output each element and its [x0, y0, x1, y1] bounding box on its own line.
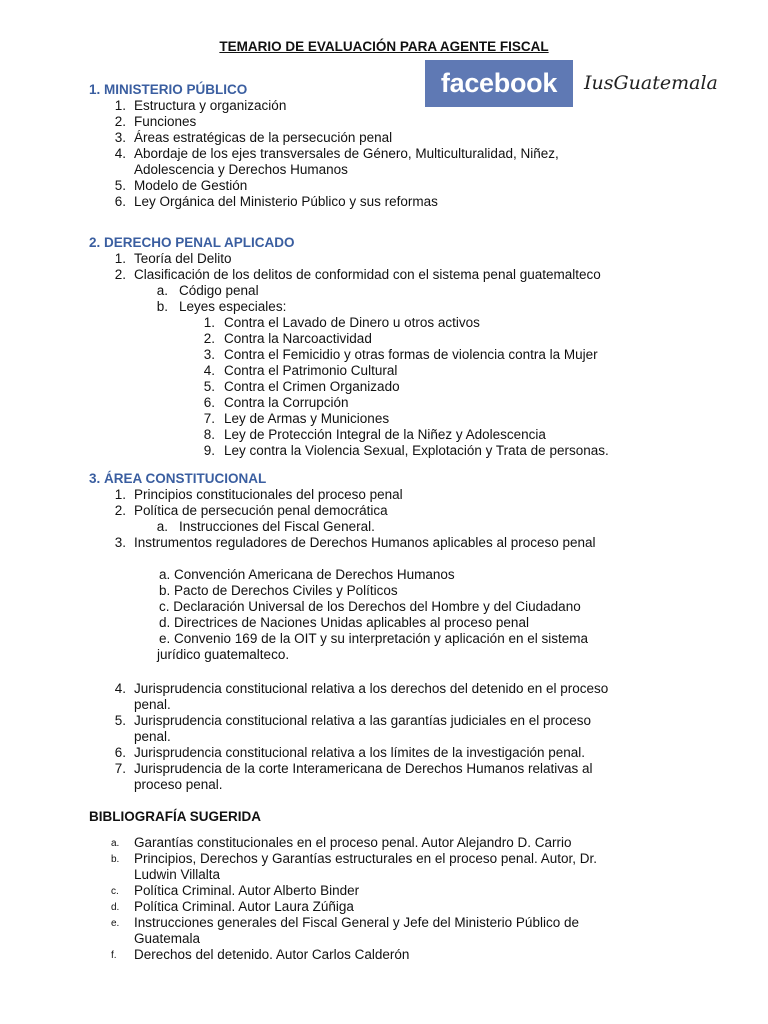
list-item: Modelo de Gestión: [134, 178, 248, 193]
list-item-continuation: proceso penal.: [134, 777, 223, 792]
list-item-continuation: penal.: [134, 729, 171, 744]
bibliography-item: Instrucciones generales del Fiscal General y Jefe del Ministerio Público de: [134, 915, 579, 930]
bibliography-item: Política Criminal. Autor Laura Zúñiga: [134, 899, 354, 914]
bibliography-item-continuation: Ludwin Villalta: [134, 867, 221, 882]
law-item-number: 6.: [203, 395, 215, 410]
law-item: Contra la Narcoactividad: [224, 331, 372, 346]
list-item-number: 2.: [114, 503, 126, 518]
list-item: Jurisprudencia constitucional relativa a las garantías judiciales en el proceso: [134, 713, 592, 728]
list-item-number: 2.: [114, 267, 126, 282]
law-item-number: 9.: [203, 443, 215, 458]
bibliography-item-number: c.: [111, 886, 119, 897]
list-item: Principios constitucionales del proceso penal: [134, 487, 403, 502]
list-item-number: 2.: [114, 114, 126, 129]
section-heading-derecho-penal: 2. DERECHO PENAL APLICADO: [89, 235, 295, 250]
bibliography-item-number: a.: [111, 838, 120, 849]
bibliography-item-number: d.: [111, 902, 120, 913]
list-item: Jurisprudencia constitucional relativa a los derechos del detenido en el proceso: [134, 681, 609, 696]
law-item-number: 7.: [203, 411, 215, 426]
instrument-item: a. Convención Americana de Derechos Humanos: [159, 567, 455, 582]
law-item-number: 3.: [203, 347, 215, 362]
list-item-number: 3.: [114, 130, 126, 145]
list-item: Jurisprudencia constitucional relativa a los límites de la investigación penal.: [134, 745, 585, 760]
law-item-number: 1.: [203, 315, 215, 330]
law-item: Contra el Patrimonio Cultural: [224, 363, 398, 378]
document-title: TEMARIO DE EVALUACIÓN PARA AGENTE FISCAL: [219, 39, 549, 54]
list-item-number: 1.: [114, 487, 126, 502]
instrument-item: jurídico guatemalteco.: [157, 647, 290, 662]
list-item-number: 1.: [114, 251, 126, 266]
law-item: Contra el Femicidio y otras formas de violencia contra la Mujer: [224, 347, 598, 362]
bibliography-item: Garantías constitucionales en el proceso penal. Autor Alejandro D. Carrio: [134, 835, 572, 850]
list-item: Teoría del Delito: [134, 251, 232, 266]
bibliography-item-continuation: Guatemala: [134, 931, 201, 946]
sub-item-number: a.: [156, 519, 168, 534]
list-item-number: 4.: [114, 146, 126, 161]
list-item-number: 5.: [114, 178, 126, 193]
law-item: Ley de Protección Integral de la Niñez y Adolescencia: [224, 427, 546, 442]
list-item-number: 3.: [114, 535, 126, 550]
list-item-number: 7.: [114, 761, 126, 776]
bibliography-item-number: e.: [111, 918, 120, 929]
law-item: Contra el Crimen Organizado: [224, 379, 400, 394]
list-item: Estructura y organización: [134, 98, 287, 113]
instrument-item: d. Directrices de Naciones Unidas aplicables al proceso penal: [159, 615, 529, 630]
instrument-item: b. Pacto de Derechos Civiles y Políticos: [159, 583, 398, 598]
list-item: Áreas estratégicas de la persecución penal: [134, 130, 393, 145]
sub-item: Leyes especiales:: [179, 299, 287, 314]
sub-item-number: a.: [156, 283, 168, 298]
law-item: Ley contra la Violencia Sexual, Explotación y Trata de personas.: [224, 443, 609, 458]
law-item: Contra el Lavado de Dinero u otros activos: [224, 315, 480, 330]
bibliography-item: Derechos del detenido. Autor Carlos Calderón: [134, 947, 410, 962]
section-heading-ministerio: 1. MINISTERIO PÚBLICO: [89, 82, 248, 97]
sub-item: Instrucciones del Fiscal General.: [179, 519, 375, 534]
sub-item: Código penal: [179, 283, 259, 298]
facebook-logo: facebook: [425, 60, 573, 107]
section-heading-constitucional: 3. ÁREA CONSTITUCIONAL: [89, 471, 267, 486]
law-item: Ley de Armas y Municiones: [224, 411, 390, 426]
sub-item-number: b.: [156, 299, 168, 314]
list-item: Instrumentos reguladores de Derechos Humanos aplicables al proceso penal: [134, 535, 596, 550]
list-item-continuation: Adolescencia y Derechos Humanos: [134, 162, 348, 177]
instrument-item: c. Declaración Universal de los Derechos del Hombre y del Ciudadano: [159, 599, 581, 614]
bibliography-item-number: f.: [111, 950, 117, 961]
list-item: Política de persecución penal democrática: [134, 503, 388, 518]
law-item-number: 2.: [203, 331, 215, 346]
law-item: Contra la Corrupción: [224, 395, 349, 410]
bibliography-item: Principios, Derechos y Garantías estructurales en el proceso penal. Autor, Dr.: [134, 851, 597, 866]
bibliography-item-number: b.: [111, 854, 120, 865]
list-item: Ley Orgánica del Ministerio Público y sus reformas: [134, 194, 438, 209]
page-handle: IusGuatemala: [584, 72, 718, 94]
instrument-item: e. Convenio 169 de la OIT y su interpretación y aplicación en el sistema: [159, 631, 588, 646]
bibliography-heading: BIBLIOGRAFÍA SUGERIDA: [89, 809, 261, 824]
list-item: Clasificación de los delitos de conformidad con el sistema penal guatemalteco: [134, 267, 601, 282]
list-item: Abordaje de los ejes transversales de Género, Multiculturalidad, Niñez,: [134, 146, 559, 161]
list-item-number: 1.: [114, 98, 126, 113]
law-item-number: 8.: [203, 427, 215, 442]
list-item: Jurisprudencia de la corte Interamericana de Derechos Humanos relativas al: [134, 761, 593, 776]
list-item: Funciones: [134, 114, 197, 129]
list-item-continuation: penal.: [134, 697, 171, 712]
list-item-number: 6.: [114, 745, 126, 760]
law-item-number: 5.: [203, 379, 215, 394]
list-item-number: 6.: [114, 194, 126, 209]
bibliography-item: Política Criminal. Autor Alberto Binder: [134, 883, 360, 898]
list-item-number: 4.: [114, 681, 126, 696]
list-item-number: 5.: [114, 713, 126, 728]
law-item-number: 4.: [203, 363, 215, 378]
